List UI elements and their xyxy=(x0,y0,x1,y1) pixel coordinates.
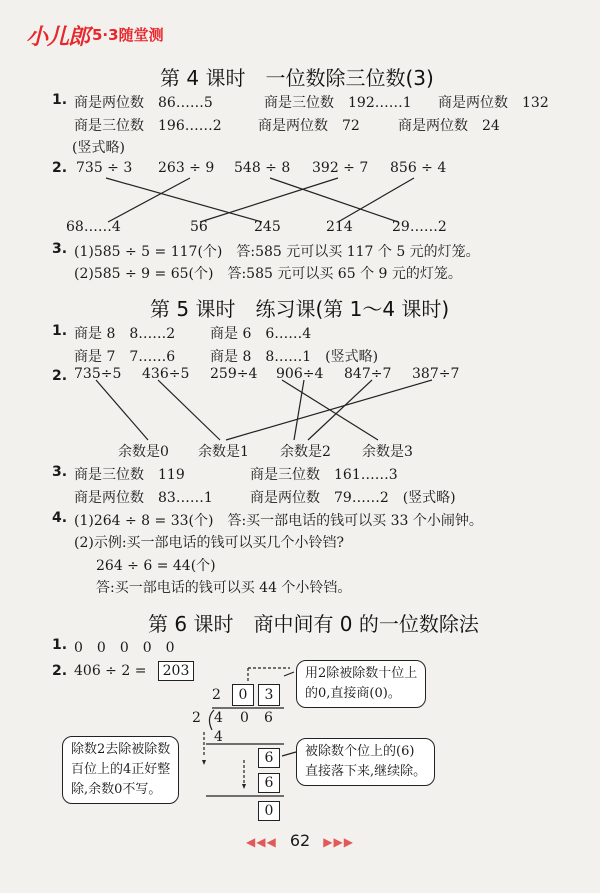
l5-q2-bottom-2: 余数是1 xyxy=(198,444,249,460)
quotient-digit-3: 3 xyxy=(258,684,280,706)
l5-q2-bottom-3: 余数是2 xyxy=(280,444,331,460)
dividend-digit-1: 4 xyxy=(214,710,223,726)
hint-hundreds-line2: 百位上的4正好整 xyxy=(71,762,171,777)
hint-bubble-hundreds xyxy=(62,736,179,804)
l6-q1-number: 1. xyxy=(52,637,68,653)
l5-q1-b: 商是 6 6……4 xyxy=(210,326,312,342)
l5-q2-bottom-1: 余数是0 xyxy=(118,444,169,460)
l5-q1-a: 商是 8 8……2 xyxy=(74,326,176,342)
l5-q1-c: 商是 7 7……6 xyxy=(74,349,176,365)
l5-q4-line3: 264 ÷ 6 = 44(个) xyxy=(96,558,216,574)
step-subtract-4: 4 xyxy=(214,729,223,745)
l4-q2-bottom-3: 245 xyxy=(254,219,281,235)
lesson6-title: 第 6 课时 商中间有 0 的一位数除法 xyxy=(148,612,479,636)
l4-q1-c: 商是两位数 132 xyxy=(438,95,549,111)
l5-q3-a: 商是三位数 119 xyxy=(74,467,185,483)
quotient-digit-2: 0 xyxy=(232,684,254,706)
page-number: 62 xyxy=(289,831,311,850)
l5-q3-c: 商是两位数 83……1 xyxy=(74,490,213,506)
l5-q3-number: 3. xyxy=(52,464,68,480)
l5-q4-number: 4. xyxy=(52,510,68,526)
l4-q2-top-3: 548 ÷ 8 xyxy=(234,160,291,176)
l4-q1-note: (竖式略) xyxy=(72,140,125,156)
l5-q3-d: 商是两位数 79……2 (竖式略) xyxy=(250,490,456,506)
hint-hundreds-line3: 除,余数0不写。 xyxy=(71,782,162,797)
brand-subtitle: 5·3随堂测 xyxy=(92,26,164,44)
l5-q2-top-6: 387÷7 xyxy=(412,366,460,382)
l5-q2-number: 2. xyxy=(52,368,68,384)
hint-hundreds-line1: 除数2去除被除数 xyxy=(71,742,171,757)
l5-q4-line4: 答:买一部电话的钱可以买 44 个小铃铛。 xyxy=(96,580,352,596)
l5-q2-top-2: 436÷5 xyxy=(142,366,190,382)
l4-q2-number: 2. xyxy=(52,160,68,176)
l5-q3-b: 商是三位数 161……3 xyxy=(250,467,398,483)
hint-bubble-tens xyxy=(296,660,426,708)
l4-q2-top-5: 856 ÷ 4 xyxy=(390,160,447,176)
l4-q2-bottom-1: 68……4 xyxy=(66,219,121,235)
right-arrows-icon: ▶▶▶ xyxy=(323,835,354,849)
remainder-box: 0 xyxy=(258,801,280,821)
left-arrows-icon: ◀◀◀ xyxy=(246,835,277,849)
l4-q2-top-2: 263 ÷ 9 xyxy=(158,160,215,176)
l4-q1-e: 商是两位数 72 xyxy=(258,118,360,134)
l5-q4-line2: (2)示例:买一部电话的钱可以买几个小铃铛? xyxy=(74,535,345,551)
l5-q1-d: 商是 8 8……1 (竖式略) xyxy=(210,349,379,365)
l5-q2-top-3: 259÷4 xyxy=(210,366,258,382)
l4-q3-line2: (2)585 ÷ 9 = 65(个) 答:585 元可以买 65 个 9 元的灯笼。 xyxy=(74,266,462,282)
l4-q1-d: 商是三位数 196……2 xyxy=(74,118,222,134)
l5-q2-top-5: 847÷7 xyxy=(344,366,392,382)
l4-q2-top-4: 392 ÷ 7 xyxy=(312,160,369,176)
l4-q2-top-1: 735 ÷ 3 xyxy=(76,160,133,176)
l4-q3-line1: (1)585 ÷ 5 = 117(个) 答:585 元可以买 117 个 5 元的灯笼。 xyxy=(74,244,480,260)
quotient-digit-1: 2 xyxy=(212,687,221,703)
divisor: 2 xyxy=(192,710,201,726)
page-footer xyxy=(0,831,600,850)
l4-q2-bottom-4: 214 xyxy=(326,219,353,235)
dividend-digit-2: 0 xyxy=(240,710,249,726)
l4-q2-bottom-5: 29……2 xyxy=(392,219,447,235)
l5-q2-top-1: 735÷5 xyxy=(74,366,122,382)
hint-bubble-ones xyxy=(296,738,435,786)
dividend-digit-3: 6 xyxy=(264,710,273,726)
lesson4-title: 第 4 课时 一位数除三位数(3) xyxy=(160,66,434,90)
l6-q2-number: 2. xyxy=(52,663,68,679)
l5-q1-number: 1. xyxy=(52,323,68,339)
hint-tens-line1: 用2除被除数十位上 xyxy=(305,666,418,681)
l5-q2-bottom-4: 余数是3 xyxy=(362,444,413,460)
l4-q3-number: 3. xyxy=(52,241,68,257)
lesson5-title: 第 5 课时 练习课(第 1～4 课时) xyxy=(150,297,450,321)
l6-q1-answers: 0 0 0 0 0 xyxy=(74,640,175,656)
l4-q1-a: 商是两位数 86……5 xyxy=(74,95,213,111)
l5-q2-top-4: 906÷4 xyxy=(276,366,324,382)
hint-ones-line2: 直接落下来,继续除。 xyxy=(305,764,427,779)
l5-q4-line1: (1)264 ÷ 8 = 33(个) 答:买一部电话的钱可以买 33 个小闹钟。 xyxy=(74,513,483,529)
hint-tens-line2: 的0,直接商(0)。 xyxy=(305,686,401,701)
l4-q1-f: 商是两位数 24 xyxy=(398,118,500,134)
l4-q1-b: 商是三位数 192……1 xyxy=(264,95,412,111)
brand-logo: 小儿郎 xyxy=(26,25,90,50)
l4-q1-number: 1. xyxy=(52,92,68,108)
l6-q2-expression: 406 ÷ 2 = xyxy=(74,663,147,679)
step-subtract-6: 6 xyxy=(258,773,280,793)
l4-q2-bottom-2: 56 xyxy=(190,219,208,235)
l6-q2-answer-box: 203 xyxy=(158,661,194,681)
hint-ones-line1: 被除数个位上的(6) xyxy=(305,744,415,759)
step-bring-down-6: 6 xyxy=(258,748,280,768)
